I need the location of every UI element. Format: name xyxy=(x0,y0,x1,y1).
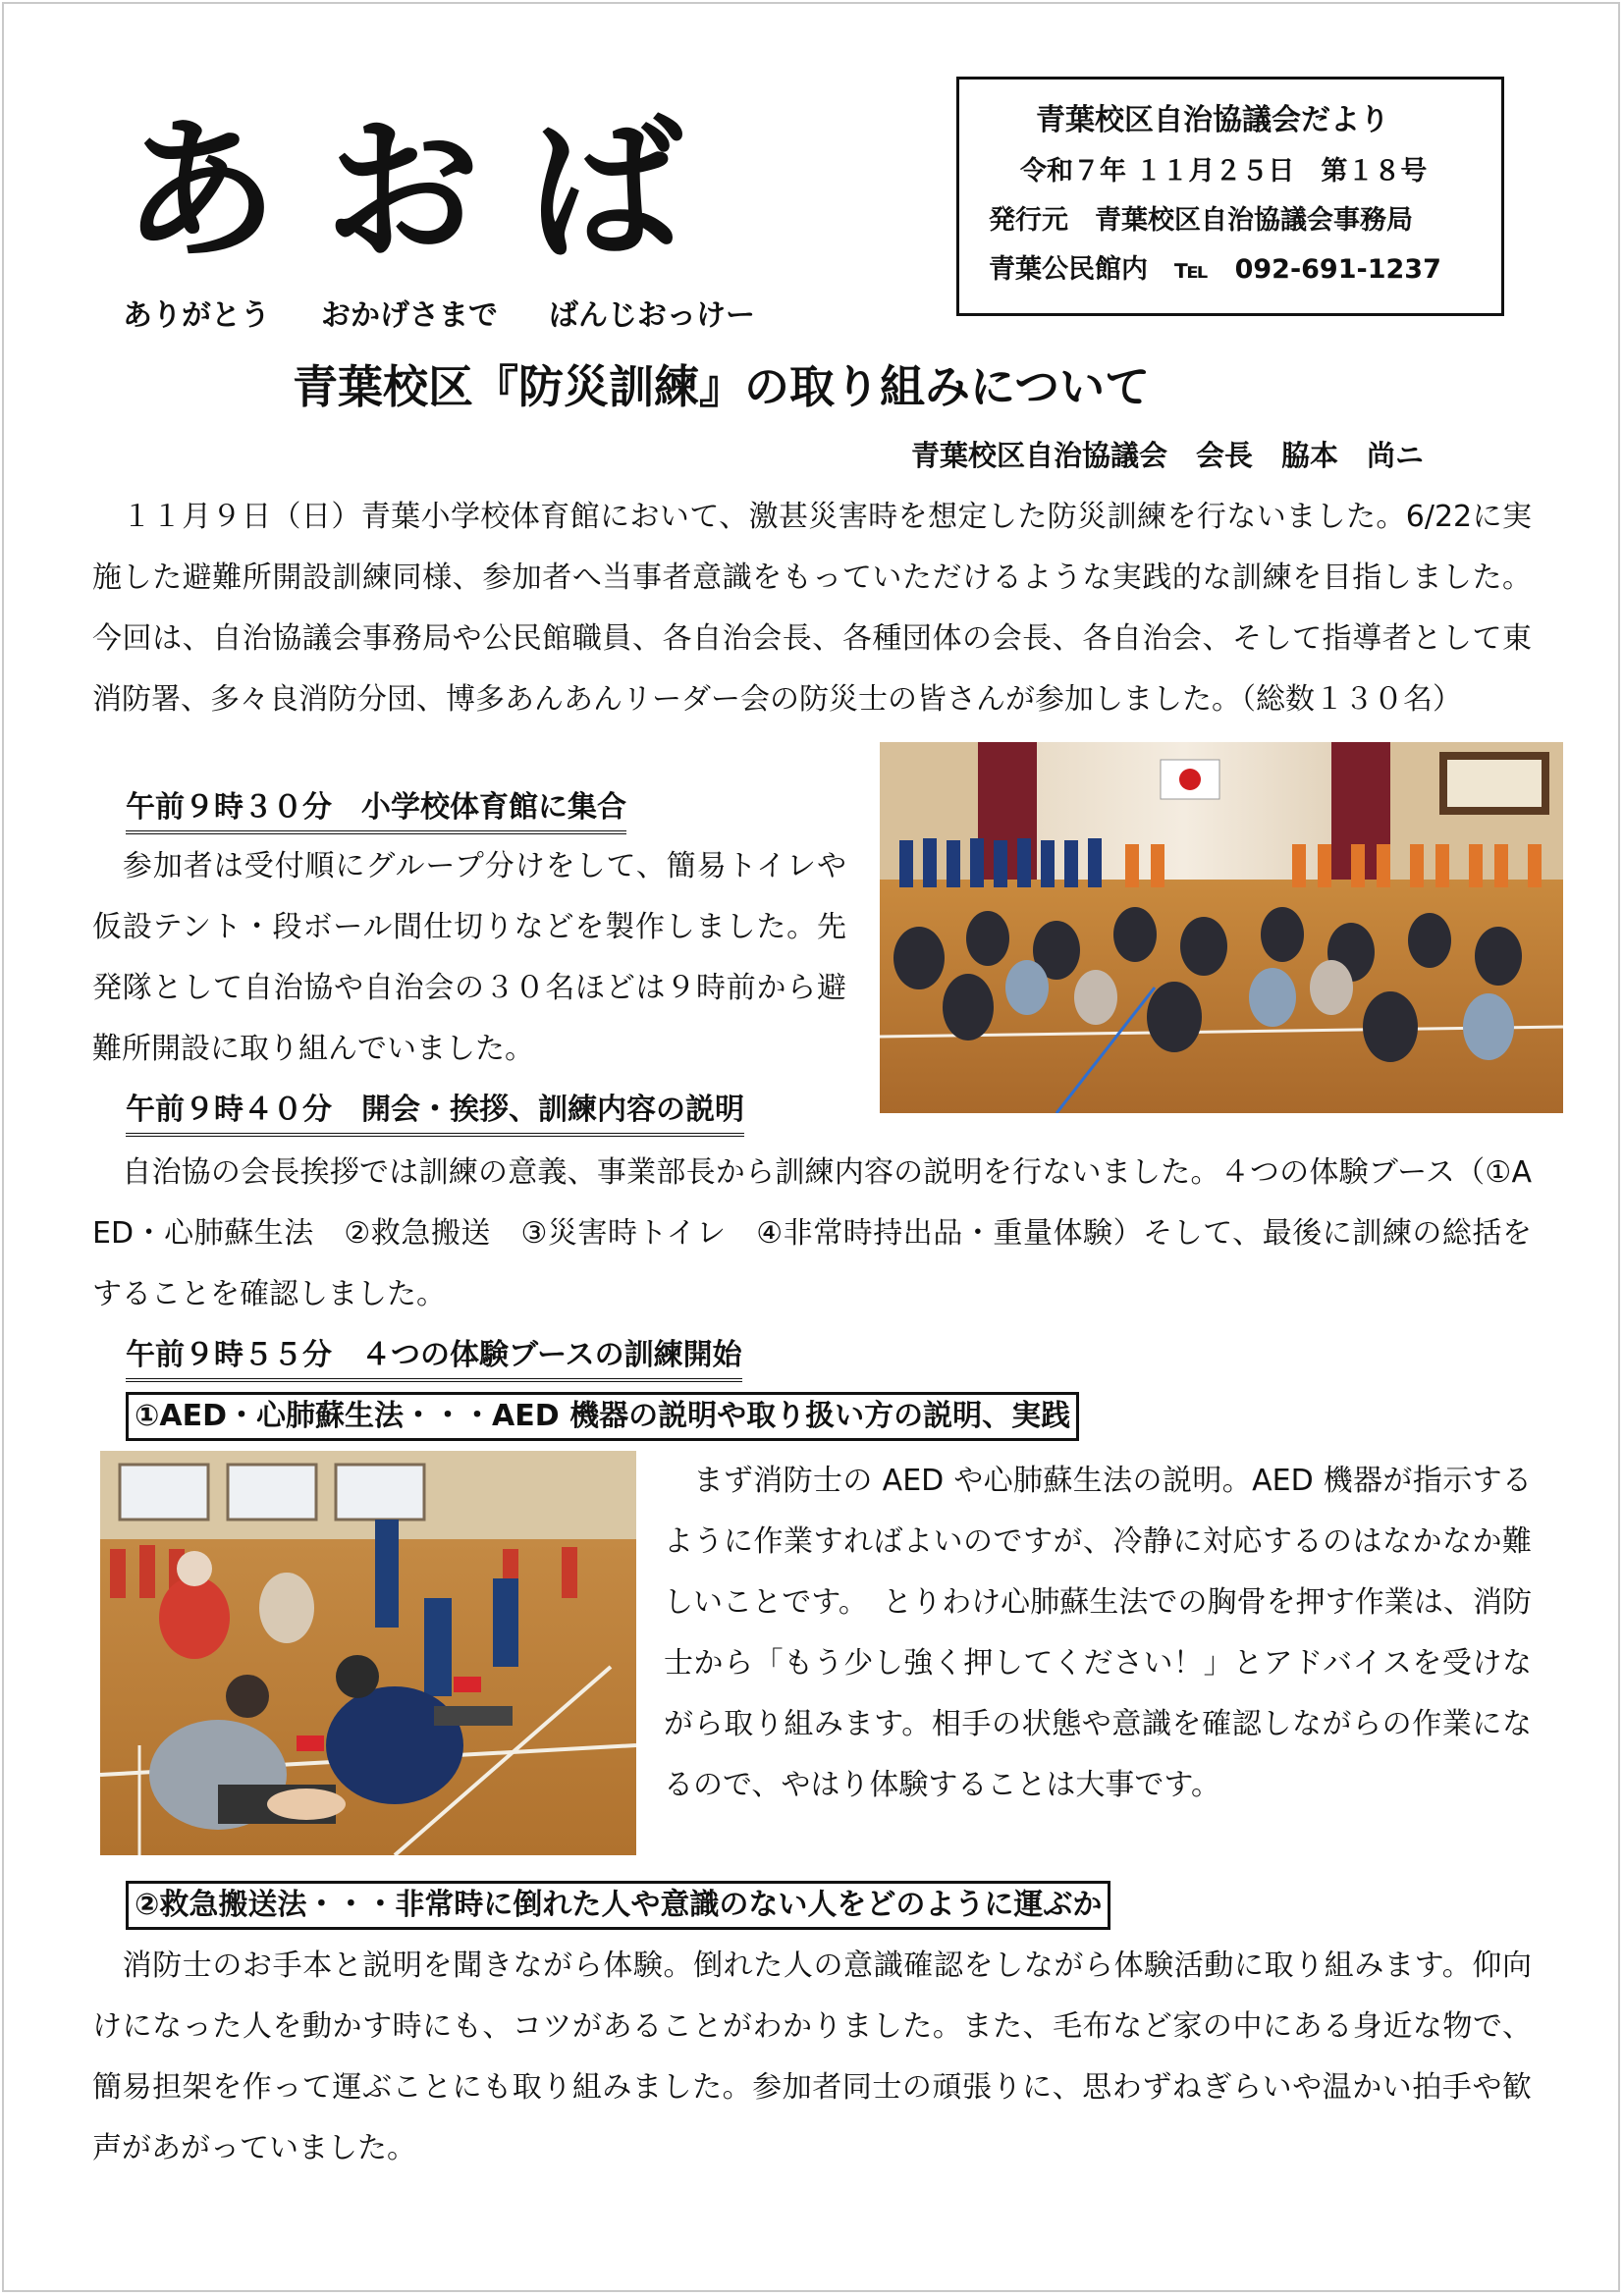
booth-heading-transport: ②救急搬送法・・・非常時に倒れた人や意識のない人をどのように運ぶか xyxy=(126,1881,1110,1930)
contact-phone: 青葉公民館内 ℡ 092-691-1237 xyxy=(989,254,1441,285)
subtitle-part: ばんじおっけー xyxy=(549,298,755,333)
publisher-info-box xyxy=(956,77,1504,316)
newsletter-subtitle xyxy=(123,296,849,336)
aed-training-photo xyxy=(100,1451,636,1855)
subtitle-part: ありがとう xyxy=(123,298,270,333)
article-headline: 青葉校区『防災訓練』の取り組みについて xyxy=(293,360,1151,413)
publisher-name: 青葉校区自治協議会だより xyxy=(1036,103,1389,137)
article-byline: 青葉校区自治協議会 会長 脇本 尚ニ xyxy=(911,439,1425,472)
intro-paragraph: １１月９日（日）青葉小学校体育館において、激甚災害時を想定した防災訓練を行ないました。6/22に実施した避難所開設訓練同様、参加者へ当事者意識をもっていただけるような実践的な訓練を目指しました。今回は、自治協議会事務局や公民館職員、各自治会長、各種団体の会長、各自治会、そして指導者として東消防署、多々良消防分団、博多あんあんリーダー会の防災士の皆さんが参加しました。（総数１３０名） xyxy=(92,500,1532,717)
booth-heading-aed: ①AED・心肺蘇生法・・・AED 機器の説明や取り扱い方の説明、実践 xyxy=(126,1392,1079,1441)
section-text-opening: 自治協の会長挨拶では訓練の意義、事業部長から訓練内容の説明を行ないました。４つの体験ブース（①AED・心肺蘇生法 ②救急搬送 ③災害時トイレ ④非常時持出品・重量体験）そして、最後に訓練の総括をすることを確認しました。 xyxy=(92,1155,1533,1311)
issuer: 発行元 青葉校区自治協議会事務局 xyxy=(989,205,1413,236)
section-heading-booths-start: 午前９時５５分 ４つの体験ブースの訓練開始 xyxy=(126,1333,742,1382)
section-text-assembly: 参加者は受付順にグループ分けをして、簡易トイレや仮設テント・段ボール間仕切りなどを製作しました。先発隊として自治協や自治会の３０名ほどは９時前から避難所開設に取り組んでいました。 xyxy=(92,849,846,1066)
section-heading-opening: 午前９時４０分 開会・挨拶、訓練内容の説明 xyxy=(126,1088,744,1137)
subtitle-part: おかげさまで xyxy=(321,298,498,333)
section-heading-assembly: 午前９時３０分 小学校体育館に集合 xyxy=(126,785,626,834)
newsletter-title: あおば xyxy=(123,101,730,282)
booth-text-transport: 消防士のお手本と説明を聞きながら体験。倒れた人の意識確認をしながら体験活動に取り組みます。仰向けになった人を動かす時にも、コツがあることがわかりました。また、毛布など家の中にある身近な物で、簡易担架を作って運ぶことにも取り組みました。参加者同士の頑張りに、思わずねぎらいや温かい拍手や歓声があがっていました。 xyxy=(92,1949,1532,2165)
booth-text-aed: まず消防士の AED や心肺蘇生法の説明。AED 機器が指示するように作業すればよいのですが、冷静に対応するのはなかなか難しいことです。 とりわけ心肺蘇生法での胸骨を押す作業は、消防士から「もう少し強く押してください！」とアドバイスを受けながら取り組みます。相手の状態や意識を確認しながらの作業になるので、やはり体験することは大事です。 xyxy=(664,1464,1532,1802)
gym-assembly-photo xyxy=(880,742,1563,1113)
issue-date: 令和７年 １１月２５日 第１８号 xyxy=(1020,156,1428,187)
